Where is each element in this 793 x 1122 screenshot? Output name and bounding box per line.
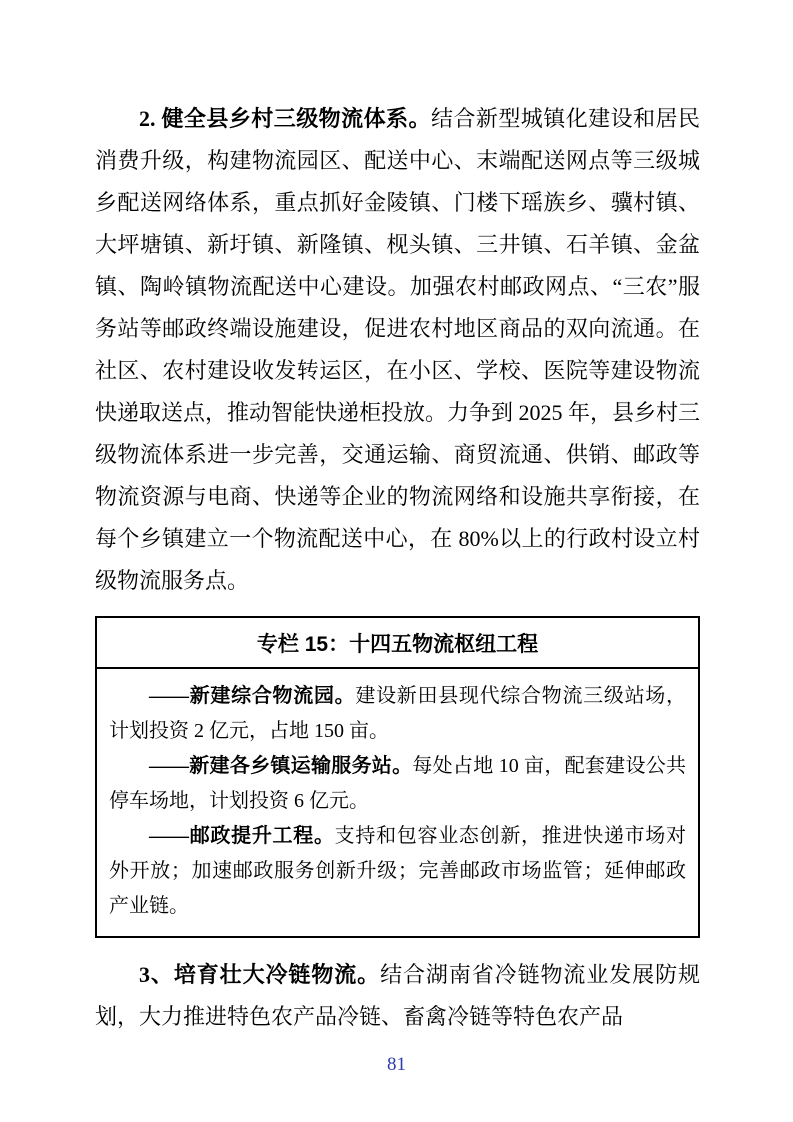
paragraph-body-text: 结合新型城镇化建设和居民消费升级，构建物流园区、配送中心、末端配送网点等三级城乡配送网络体系，重点抓好金陵镇、门楼下瑶族乡、骥村镇、大坪塘镇、新圩镇、新隆镇、枧头镇、三井镇、石羊镇、金盆镇、陶岭镇物流配送中心建设。加强农村邮政网点、“三农”服务站等邮政终端设施建设，促进农村地区商品的双向流通。在社区、农村建设收发转运区，在小区、学校、医院等建设物流快递取送点，推动智能快递柜投放。力争到 2025 年，县乡村三级物流体系进一步完善，交通运输、商贸流通、供销、邮政等物流资源与电商、快递等企业的物流网络和设施共享衔接，在每个乡镇建立一个物流配送中心，在 80%以上的行政村设立村级物流服务点。 — [95, 106, 701, 593]
paragraph-lead-bold: 2. 健全县乡村三级物流体系。 — [139, 106, 431, 131]
box-item-postal-upgrade — [109, 819, 686, 924]
box-item-body-text: 支持和包容业态创新，推进快递市场对外开放；加速邮政服务创新升级；完善邮政市场监管；延伸邮政产业链。 — [109, 825, 687, 917]
box-item-body-text: 每处占地 10 亩，配套建设公共停车场地，计划投资 6 亿元。 — [109, 755, 687, 812]
page-number: 81 — [387, 1054, 406, 1075]
column-box-body — [97, 669, 698, 936]
paragraph-cold-chain — [95, 954, 700, 1038]
paragraph-lead-bold: 3、培育壮大冷链物流。 — [139, 962, 381, 987]
box-item-lead-bold: ——新建综合物流园。 — [149, 685, 356, 707]
box-item-body-text: 建设新田县现代综合物流三级站场，计划投资 2 亿元，占地 150 亩。 — [109, 685, 686, 742]
column-box-title: 专栏 15：十四五物流枢纽工程 — [97, 618, 698, 669]
box-item-township-stations — [109, 749, 686, 819]
column-box-15 — [95, 616, 700, 938]
box-item-lead-bold: ——邮政提升工程。 — [149, 825, 335, 847]
paragraph-body-text: 结合湖南省冷链物流业发展防规划，大力推进特色农产品冷链、畜禽冷链等特色农产品 — [95, 962, 700, 1029]
box-item-logistics-park — [109, 679, 686, 749]
paragraph-three-level-logistics — [95, 98, 700, 602]
box-item-lead-bold: ——新建各乡镇运输服务站。 — [149, 755, 413, 777]
